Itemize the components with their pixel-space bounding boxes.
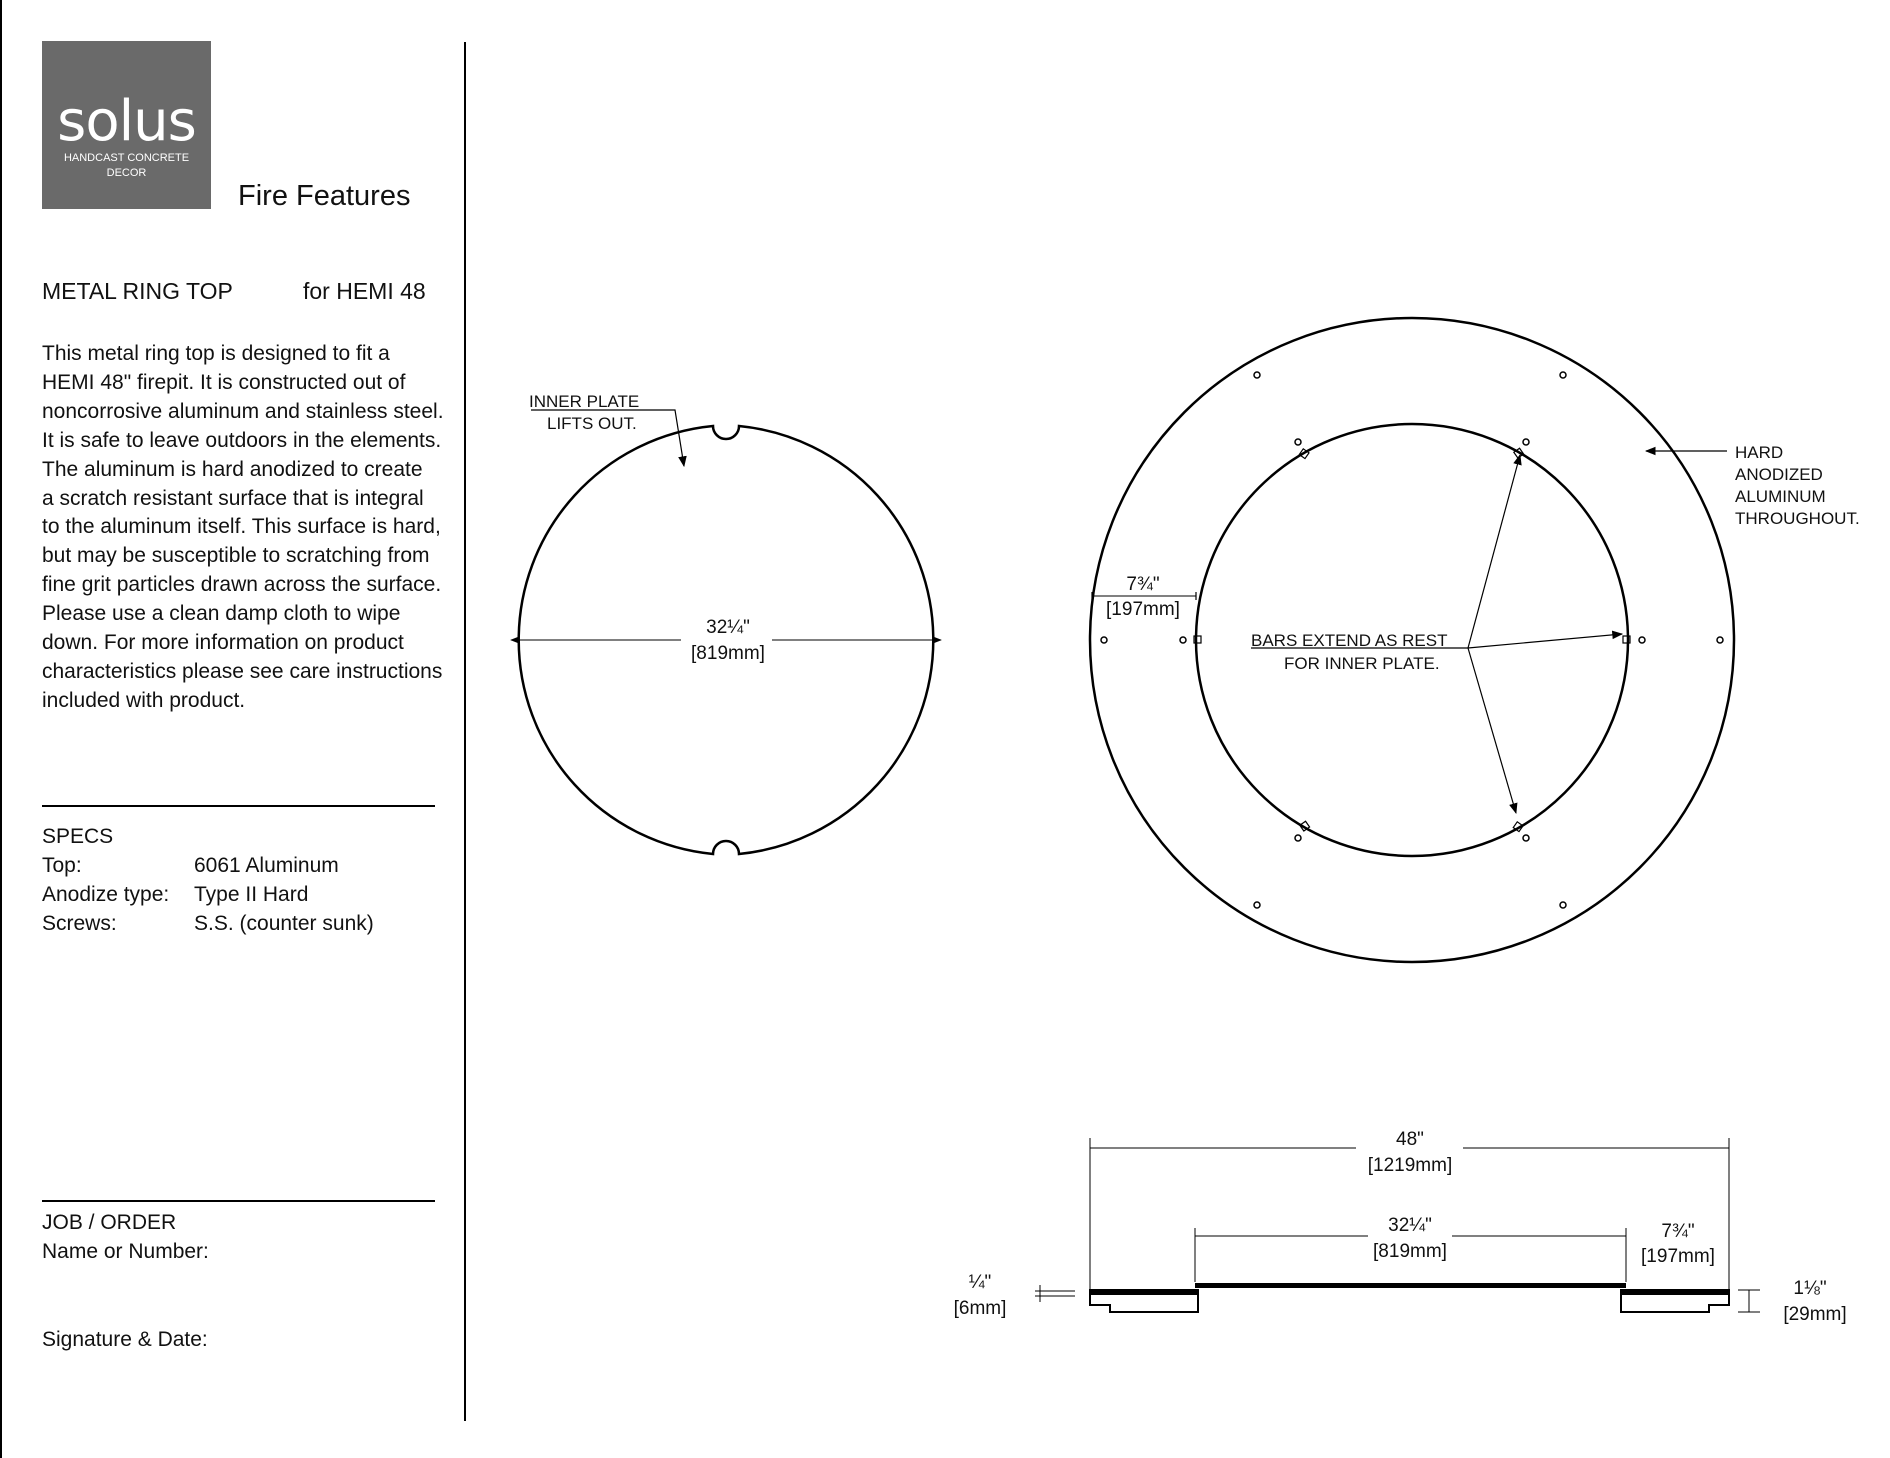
section-view-drawing	[954, 1129, 1847, 1325]
product-model: for HEMI 48	[303, 278, 426, 304]
ring-top-drawing	[1090, 318, 1860, 962]
ring-plate-left	[1090, 1290, 1198, 1295]
spec-value: S.S. (counter sunk)	[194, 912, 374, 935]
material-note-line: ANODIZED	[1735, 465, 1823, 484]
screw-hole	[1254, 902, 1260, 908]
plate-thick-mm: [6mm]	[953, 1298, 1007, 1319]
ring-width-dim-mm: [197mm]	[1106, 599, 1180, 620]
bars-note-2: FOR INNER PLATE.	[1284, 654, 1440, 673]
description-line: This metal ring top is designed to fit a	[42, 342, 390, 365]
section-title: Fire Features	[238, 180, 411, 212]
screw-hole	[1523, 439, 1529, 445]
material-note-line: HARD	[1735, 443, 1784, 462]
spec-label: Screws:	[42, 912, 117, 935]
screw-hole	[1560, 372, 1566, 378]
signature-label: Signature & Date:	[42, 1328, 208, 1351]
spec-value: 6061 Aluminum	[194, 854, 339, 877]
screw-hole	[1639, 637, 1645, 643]
spec-label: Top:	[42, 854, 82, 877]
overall-dim-in: 48"	[1396, 1129, 1424, 1150]
inner-plate-dim-in: 32¼"	[706, 617, 750, 638]
bars-leader	[1468, 455, 1520, 648]
plate-thick-in: ¼"	[968, 1272, 992, 1293]
screw-hole	[1295, 835, 1301, 841]
description-line: but may be susceptible to scratching from	[42, 544, 430, 568]
description-line: to the aluminum itself. This surface is hard,	[42, 515, 441, 539]
description-line: HEMI 48" firepit. It is constructed out of	[42, 370, 406, 394]
description-line: a scratch resistant surface that is integral	[42, 486, 424, 510]
inner-plate-note-1: INNER PLATE	[529, 392, 640, 411]
description-line: fine grit particles drawn across the surface.	[42, 573, 442, 597]
description-line: down. For more information on product	[42, 631, 404, 655]
screw-hole	[1523, 835, 1529, 841]
material-note-line: ALUMINUM	[1735, 487, 1826, 506]
description-line: It is safe to leave outdoors in the elements.	[42, 428, 442, 452]
bars-leader	[1468, 648, 1516, 813]
spec-label: Anodize type:	[42, 883, 170, 906]
description-line: included with product.	[42, 688, 246, 712]
screw-hole	[1717, 637, 1723, 643]
logo-tagline: HANDCAST CONCRETE DECOR	[63, 152, 190, 179]
screw-hole	[1560, 902, 1566, 908]
ring-height-in: 1⅛"	[1793, 1278, 1827, 1299]
ring-plate-right	[1621, 1290, 1729, 1295]
screw-hole	[1254, 372, 1260, 378]
spec-value: Type II Hard	[194, 883, 309, 906]
overall-dim-mm: [1219mm]	[1367, 1155, 1453, 1176]
inner-plate-dim-mm: [819mm]	[691, 643, 765, 664]
description-line: The aluminum is hard anodized to create	[42, 457, 423, 481]
ring-width-side-mm: [197mm]	[1641, 1246, 1715, 1267]
product-name: METAL RING TOP	[42, 278, 233, 304]
material-note-line: THROUGHOUT.	[1735, 509, 1860, 528]
bars-note-1: BARS EXTEND AS REST	[1251, 631, 1448, 650]
ring-height-mm: [29mm]	[1783, 1304, 1847, 1325]
job-name-label: Name or Number:	[42, 1240, 209, 1263]
screw-hole	[1180, 637, 1186, 643]
description-line: noncorrosive aluminum and stainless steel.	[42, 399, 444, 423]
inner-plate-drawing	[511, 392, 941, 854]
inner-dim-in: 32¼"	[1388, 1215, 1432, 1236]
job-title: JOB / ORDER	[42, 1211, 177, 1234]
ring-width-side-in: 7¾"	[1661, 1221, 1695, 1242]
description-line: Please use a clean damp cloth to wipe	[42, 602, 401, 626]
screw-hole	[1295, 439, 1301, 445]
inner-plate-note-2: LIFTS OUT.	[547, 414, 637, 433]
bars-leader	[1468, 634, 1622, 648]
description-line: characteristics please see care instructions	[42, 659, 443, 683]
specs-title: SPECS	[42, 825, 114, 848]
inner-plate-section	[1195, 1283, 1626, 1288]
screw-hole	[1101, 637, 1107, 643]
logo-word: solus	[57, 89, 196, 154]
inner-dim-mm: [819mm]	[1373, 1241, 1447, 1262]
ring-width-dim-in: 7¾"	[1126, 574, 1160, 595]
